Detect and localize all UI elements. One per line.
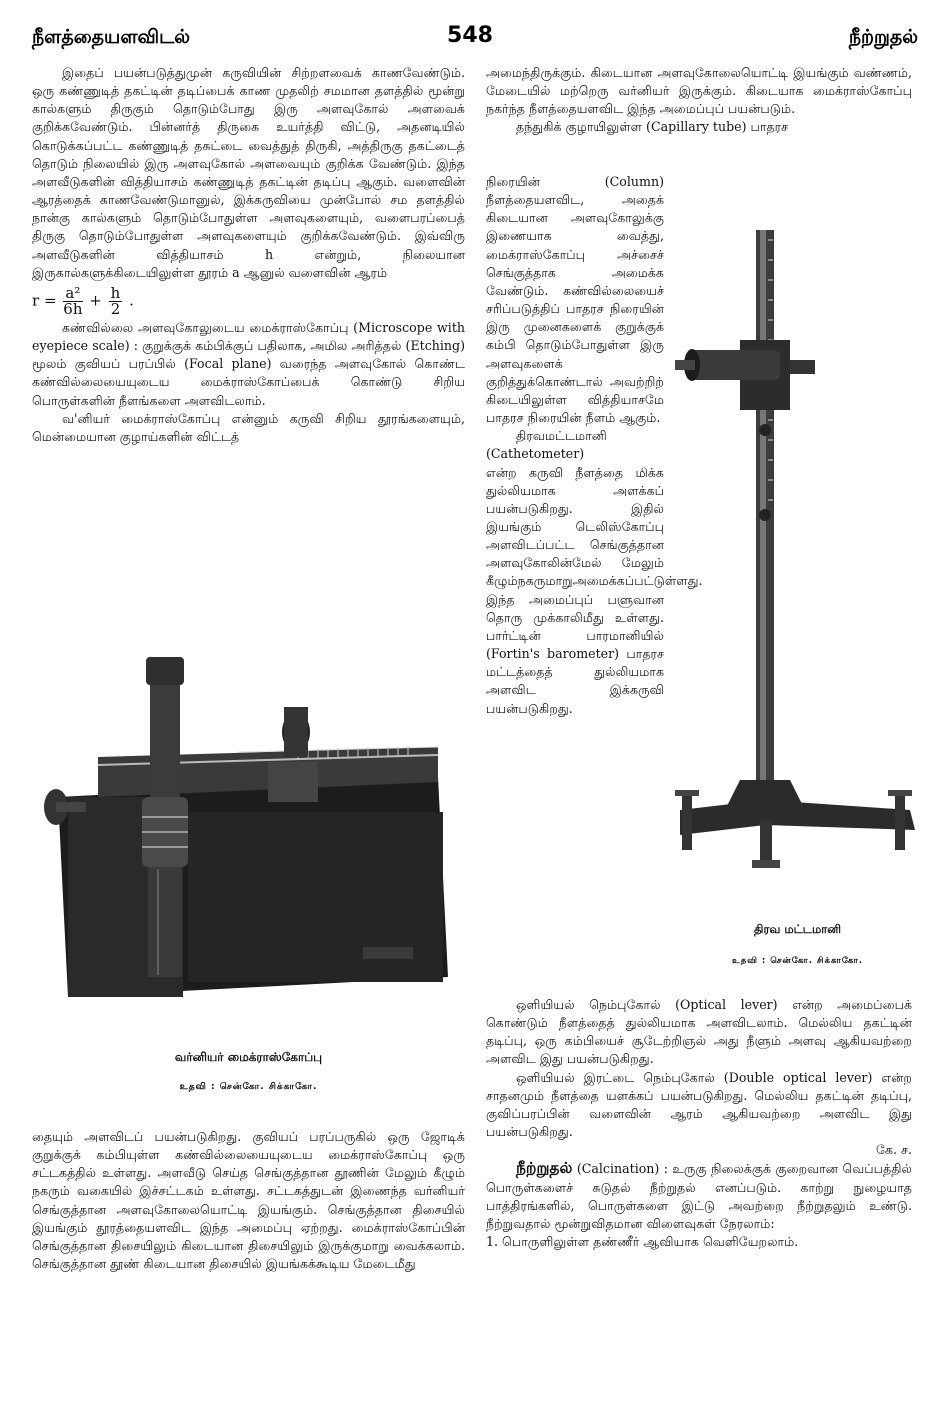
formula-fraction-2 xyxy=(109,283,123,318)
paragraph-vernier-continued: தையும் அளவிடப் பயன்படுகிறது. குவியப் பரப்பருகில் ஒரு ஜோடிக் குறுக்குக் கம்பியுள்ள கண்வில்லையையுடைய மைக்ராஸ்கோப்பு ஒரு சட்டகத்தில் உள்ளது. அளவீடு செய்த செங்குத்தான தூணின் மேலும் கீழும் நகரும் வகையில் இச்சட்டகம் உள்ளது. சட்டகத்துடன் இணைந்த வர்னியர் செங்குத்தான அளவுகோலையொட்டி இயங்கும். செங்குத்தான திசையில் இயங்கும் தூரத்தையளவிட இந்த அமைப்பு ஏற்றது. மைக்ராஸ்கோப்பின் செங்குத்தான திசையிலும் கிடையான திசையிலும் இருக்குமாறு வைக்கலாம். செங்குத்தான தூண் கிடையான திசையில் இயங்கக்கூடிய மேடைமீது xyxy=(32,1129,465,1272)
column-left-top xyxy=(32,64,465,446)
figure-2-credit: உதவி : சென்கோ. சிக்காகோ. xyxy=(731,956,863,966)
cathetometer-term: திரவமட்டமானி (Cathetometer) xyxy=(486,428,607,462)
fraction-1-denominator: 6h xyxy=(63,299,83,318)
paragraph-measurement: இதைப் பயன்படுத்துமுன் கருவியின் சிற்றளவைக் காணவேண்டும். ஒரு கண்ணுடித் தகட்டின் தடிப்பைக் காண முதலிற் சமமான தளத்தில் மூன்று கால்களும் திருகும் தொடும்போது இரு அளவுகோல் அளவைக் குறிக்கவேண்டும். பின்னர்த் திருகை உயர்த்தி விட்டு, அதனடியில் கொடுக்கப்பட்ட கண்ணுடித் தகட்டை வைத்துத் திருகி, அத்திருகு தகட்டைத் தொடும் நிலையில் இரு அளவுகோல் அளவையும் குறிக்க வேண்டும். இந்த அளவீடுகளின் வித்தியாசம் கண்ணுடித் தகட்டின் தடிப்பு ஆகும். வளைவின் ஆரத்தைக் காணவேண்டுமானுல், இக்கருவியை முன்போல் சம தளத்தில் நான்கு கால்களும் தொடும்போதுள்ள அளவுகளையும், வளைபரப்பைத் திருகு தொடும்போதுள்ள அளவுகளையும் குறிக்கவேண்டும். இவ்விரு அளவீடுகளின் வித்தியாசம் h என்றும், நிலையான இருகால்களுக்கிடையிலுள்ள தூரம் a ஆனுல் வளைவின் ஆரம் xyxy=(32,65,465,280)
paragraph-capillary-intro: தந்துகிக் குழாயிலுள்ள (Capillary tube) பாதரச xyxy=(516,119,789,135)
formula-period: . xyxy=(129,291,134,310)
column-right-top xyxy=(486,64,912,137)
figure-1-credit: உதவி : சென்கோ. சிக்காகோ. xyxy=(179,1082,318,1092)
paragraph-calcination-point-1: 1. பொருளிலுள்ள தண்ணீர் ஆவியாக வெளியேறலாம். xyxy=(486,1234,799,1250)
entry-headword: நீற்றுதல் xyxy=(516,1158,573,1178)
formula-plus: + xyxy=(89,291,102,310)
column-right-bottom xyxy=(486,996,912,1251)
paragraph-mercury-column: நிரையின் (Column) நீளத்தையளவிட, அதைக் கிடையான அளவுகோலுக்கு இணையாக வைத்து, மைக்ராஸ்கோப்பு அச்சைச் செங்குத்தாக அமைக்க வேண்டும். கண்வில்லையைச் சரிப்படுத்திப் பாதரச நிரையின் இரு முனைகளைக் குறுக்குக் கம்பி தொடும்போதுள்ள இரு அளவுகளைக் குறித்துக்கொண்டால் அவற்றிற் கிடையிலுள்ள வித்தியாசமே பாதரச நிரையின் நீளம் ஆகும். xyxy=(486,174,664,426)
vernier-microscope-illustration xyxy=(38,647,458,1027)
paragraph-calcination xyxy=(486,1159,912,1233)
paragraph-double-optical-lever: ஒளியியல் இரட்டை நெம்புகோல் (Double optical lever) என்ற சாதனமும் நீளத்தை யளக்கப் பயன்படுகிறது. மெல்லிய தகட்டின் தடிப்பு, குவிப்பரப்பின் வளைவின் ஆரம் ஆகியவற்றை அளவிட இது பயன்படுகிறது. xyxy=(486,1069,912,1140)
paragraph-vernier-intro: வ'னியர் மைக்ராஸ்கோப்பு என்னும் கருவி சிறிய தூரங்களையும், மென்மையான குழாய்களின் விட்டத் xyxy=(32,410,465,444)
paragraph-horizontal-stage: அமைந்திருக்கும். கிடையான அளவுகோலையொட்டி இயங்கும் வண்ணம், மேடையில் மற்றெரு வர்னியர் இருக்கும். கிடையாக மைக்ராஸ்கோப்பு நகர்ந்த நீளத்தையளவிட இந்த அமைப்புப் பயன்படும். xyxy=(486,65,912,117)
running-head-left: நீளத்தையளவிடல் xyxy=(32,26,190,48)
column-left-bottom xyxy=(32,1128,465,1273)
fraction-2-numerator: h xyxy=(110,283,121,302)
paragraph-cathetometer: என்ற கருவி நீளத்தை மிக்க துல்லியமாக அளக்கப் பயன்படுகிறது. இதில் இயங்கும் டெலிஸ்கோப்பு அளவிடப்பட்ட செங்குத்தான அளவுகோலின்மேல் மேலும் கீழும்நகருமாறுஅமைக்கப்பட்டுள்ளது. இந்த அமைப்புப் பளுவான தொரு முக்காலிமீது உள்ளது. பார்ட்டின் பாரமானியில் (Fortin's barometer) பாதரச மட்டத்தைத் துல்லியமாக அளவிட இக்கருவி பயன்படுகிறது. xyxy=(486,464,703,716)
formula-fraction-1 xyxy=(63,283,83,318)
column-right-narrow xyxy=(486,173,703,718)
paragraph-eyepiece-scale: கண்வில்லை அளவுகோலுடைய மைக்ராஸ்கோப்பு (Microscope with eyepiece scale) : குறுக்குக் கம்பிக்குப் பதிலாக, அமில அரித்தல் (Etching) மூலம் குவியப் பரப்பில் (Focal plane) வரைந்த அளவுகோல் கொண்ட கண்வில்லையையுடைய மைக்ராஸ்கோப்பைக் கொண்டு சிறிய பொருள்களின் நீளங்களை அளவிடலாம். xyxy=(32,319,465,408)
paragraph-optical-lever: ஒளியியல் நெம்புகோல் (Optical lever) என்ற அமைப்பைக் கொண்டும் நீளத்தைத் துல்லியமாக அளவிடலாம். மெல்லிய தகட்டின் தடிப்பு, ஒரு கம்பியைச் சூடேற்றிஞல் அது நீளும் அளவு ஆகியவற்றை அளவிட இது பயன்படுகிறது. xyxy=(486,997,912,1067)
fraction-1-numerator: a² xyxy=(63,286,82,302)
page-number: 548 xyxy=(447,23,493,48)
calcination-text: (Calcination) : உருகு நிலைக்குக் குறைவான வெப்பத்தில் பொருள்களைச் சுடுதல் நீற்றுதல் எனப்படும். காற்று நுழையாத பாத்திரங்களில், பொருள்களை இட்டு அவற்றை நீற்றுதலும் உண்டு. நீற்றுவதால் மூன்றுவிதமான விளைவுகள் நேரலாம்: xyxy=(486,1161,912,1231)
figure-1-caption: வர்னியர் மைக்ராஸ்கோப்பு xyxy=(174,1050,323,1064)
figure-2-caption: திரவ மட்டமானி xyxy=(754,922,841,936)
author-signature: கே. ச. xyxy=(876,1142,912,1158)
formula-lhs: r = xyxy=(32,291,57,310)
running-head-right: நீற்றுதல் xyxy=(848,26,918,48)
radius-formula xyxy=(32,283,465,318)
cathetometer-illustration xyxy=(670,220,925,880)
fraction-2-denominator: 2 xyxy=(110,299,121,318)
